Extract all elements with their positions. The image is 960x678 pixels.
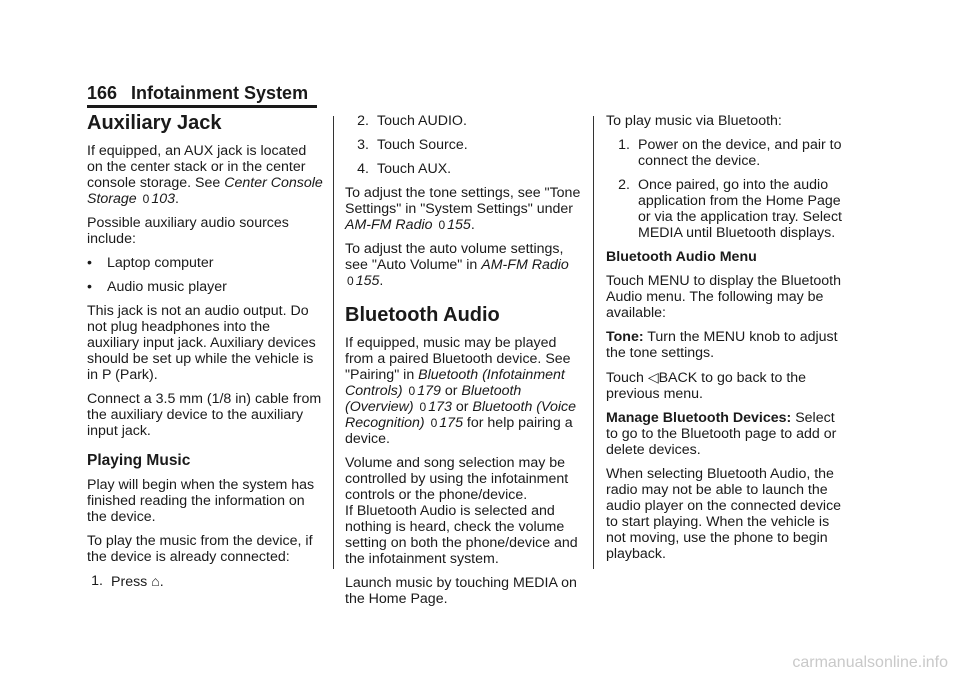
- page-ref-icon: 0: [142, 192, 150, 206]
- menu-intro-text: Touch MENU to display the Bluetooth Audio menu. The following may be available:: [606, 273, 842, 321]
- punctuation: .: [379, 273, 384, 289]
- no-sound-text: If Bluetooth Audio is selected and nothing is heard, check the volume setting on both the phone/device and the infotainment system.: [345, 503, 578, 567]
- step-text: Touch AUX.: [377, 161, 452, 177]
- bullet-icon: •: [87, 255, 92, 271]
- auto-volume-paragraph: [345, 241, 583, 289]
- back-icon: ◁: [647, 369, 659, 385]
- bluetooth-intro-paragraph: [345, 335, 583, 447]
- page-ref-175[interactable]: 175: [439, 415, 463, 431]
- step-press: Press: [111, 574, 152, 590]
- back-item: [606, 369, 846, 402]
- column-divider-1: [333, 116, 334, 569]
- list-item: [87, 573, 325, 590]
- page-ref-icon: 0: [430, 416, 438, 430]
- step-number: 1.: [618, 137, 630, 153]
- list-item: [345, 137, 583, 153]
- ref-bluetooth-overview[interactable]: Bluetooth (Overview): [345, 383, 522, 415]
- header-rule: [87, 105, 317, 108]
- launch-music-text: Launch music by touching MEDIA on the Home Page.: [345, 575, 577, 607]
- jack-warning: This jack is not an audio output. Do not plug headphones into the auxiliary input jack. Auxiliary devices should be set up while the vehicle is in P (Park).: [87, 303, 316, 383]
- step-number: 2.: [618, 177, 630, 193]
- column-2: [345, 113, 583, 615]
- page-ref-155[interactable]: 155: [447, 217, 471, 233]
- help-text: for help pairing a device.: [345, 415, 573, 447]
- bullet-text: Laptop computer: [107, 255, 214, 271]
- list-item: [606, 177, 846, 241]
- punctuation: .: [175, 191, 179, 207]
- tone-item: [606, 329, 846, 361]
- punctuation: .: [159, 574, 164, 590]
- back-text-b: BACK to go back to the previous menu.: [606, 370, 807, 402]
- ref-center-console[interactable]: Center Console Storage: [87, 175, 323, 207]
- column-3: [606, 113, 846, 570]
- page-ref-icon: 0: [438, 218, 446, 232]
- manage-devices-item: [606, 410, 846, 458]
- aux-intro-paragraph: [87, 143, 325, 207]
- page-ref-icon: 0: [419, 400, 427, 414]
- section-title: Infotainment System: [131, 83, 309, 103]
- auto-volume-text: To adjust the auto volume settings, see "Auto Volume" in: [345, 241, 564, 273]
- connector-text: or: [440, 383, 462, 399]
- bullet-text: Audio music player: [107, 279, 227, 295]
- aux-intro-text: If equipped, an AUX jack is located on the center stack or in the center console storage. See: [87, 143, 307, 191]
- ref-am-fm-radio[interactable]: AM-FM Radio: [345, 217, 433, 233]
- bullet-icon: •: [87, 279, 92, 295]
- punctuation: .: [470, 217, 475, 233]
- tone-label: Tone:: [606, 329, 644, 345]
- ref-bluetooth-infotainment[interactable]: Bluetooth (Infotainment Controls): [345, 367, 565, 399]
- page-ref-103[interactable]: 103: [151, 191, 176, 207]
- tone-settings-text: To adjust the tone settings, see "Tone Settings" in "System Settings" under: [345, 185, 581, 217]
- tone-text: Turn the MENU knob to adjust the tone settings.: [606, 329, 838, 361]
- list-item: [345, 113, 583, 129]
- ref-am-fm-radio[interactable]: AM-FM Radio: [481, 257, 569, 273]
- manage-devices-text: Select to go to the Bluetooth page to add or delete devices.: [606, 410, 837, 458]
- list-item: [87, 279, 325, 295]
- column-1: [87, 111, 325, 598]
- step-number: 1.: [91, 573, 103, 589]
- heading-bluetooth-audio-menu: Bluetooth Audio Menu: [606, 249, 757, 265]
- page-ref-icon: 0: [408, 384, 416, 398]
- launch-note-text: When selecting Bluetooth Audio, the radio may not be able to launch the audio player on the connected device to start playing. When the vehicle is not moving, use the phone to begin playback.: [606, 466, 842, 562]
- page-header: [87, 82, 317, 104]
- heading-playing-music: Playing Music: [87, 452, 191, 469]
- step-number: 4.: [357, 161, 369, 177]
- step-number: 2.: [357, 113, 369, 129]
- play-bluetooth-intro: To play music via Bluetooth:: [606, 113, 782, 129]
- ref-bluetooth-voice[interactable]: Bluetooth (Voice Recognition): [345, 399, 576, 431]
- play-begin-text: Play will begin when the system has finished reading the information on the device.: [87, 477, 315, 525]
- column-divider-2: [593, 116, 594, 569]
- watermark: carmanualsonline.info: [792, 654, 948, 671]
- cable-instruction: Connect a 3.5 mm (1/8 in) cable from the auxiliary device to the auxiliary input jack.: [87, 391, 322, 439]
- play-device-text: To play the music from the device, if the device is already connected:: [87, 533, 313, 565]
- step-text: Once paired, go into the audio application from the Home Page or via the application tray. Select MEDIA until Bluetooth displays.: [638, 177, 842, 241]
- step-text: Power on the device, and pair to connect the device.: [638, 137, 842, 169]
- heading-bluetooth-audio: Bluetooth Audio: [345, 304, 500, 326]
- page-ref-155[interactable]: 155: [355, 273, 380, 289]
- sources-intro: Possible auxiliary audio sources include:: [87, 215, 289, 247]
- step-number: 3.: [357, 137, 369, 153]
- home-icon: ⌂: [151, 573, 160, 589]
- list-item: [87, 255, 325, 271]
- page-ref-icon: 0: [347, 274, 354, 288]
- heading-auxiliary-jack: Auxiliary Jack: [87, 112, 222, 134]
- volume-control-text: Volume and song selection may be controlled by using the infotainment controls or the phone/device.: [345, 455, 569, 503]
- back-text-a: Touch: [606, 370, 648, 386]
- bluetooth-intro-text: If equipped, music may be played from a paired Bluetooth device. See "Pairing" in: [345, 335, 571, 383]
- step-text: [111, 573, 325, 590]
- list-item: [606, 137, 846, 169]
- step-text: Touch AUDIO.: [377, 113, 467, 129]
- page-number: 166: [87, 83, 118, 103]
- header-text: [87, 82, 317, 104]
- list-item: [345, 161, 583, 177]
- manage-devices-label: Manage Bluetooth Devices:: [606, 410, 792, 426]
- page-ref-179[interactable]: 179: [417, 383, 441, 399]
- connector-text: or: [451, 399, 473, 415]
- page-ref-173[interactable]: 173: [428, 399, 452, 415]
- step-text: Touch Source.: [377, 137, 468, 153]
- tone-settings-paragraph: [345, 185, 583, 233]
